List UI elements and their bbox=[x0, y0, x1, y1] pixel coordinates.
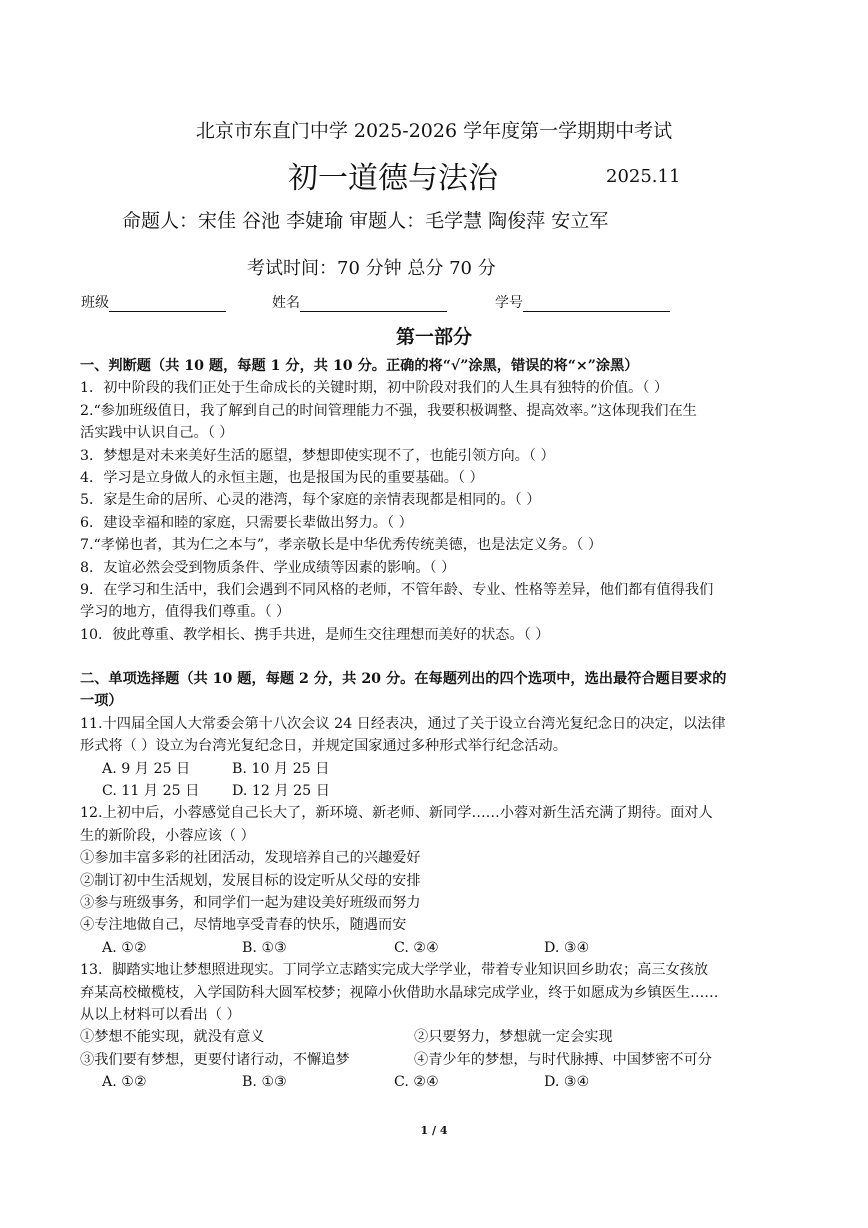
q13-line: 从以上材料可以看出（ ） bbox=[80, 1006, 241, 1023]
exam-time-info: 考试时间：70 分钟 总分 70 分 bbox=[247, 258, 496, 279]
name-field[interactable] bbox=[272, 292, 447, 312]
q11-option-b[interactable]: B. 10 月 25 日 bbox=[232, 760, 330, 777]
q11-option-c[interactable]: C. 11 月 25 日 bbox=[102, 783, 200, 800]
subject-title: 初一道德与法治 bbox=[288, 161, 498, 196]
q12-option-b[interactable]: B. ①③ bbox=[242, 939, 287, 956]
id-blank[interactable] bbox=[523, 297, 670, 312]
q12-line: 12.上初中后，小蓉感觉自己长大了，新环境、新老师、新同学……小蓉对新生活充满了期待。面对人 bbox=[80, 805, 713, 822]
q13-option-d[interactable]: D. ③④ bbox=[544, 1074, 590, 1091]
section2-heading: 二、单项选择题（共 10 题，每题 2 分，共 20 分。在每题列出的四个选项中，选出最符合题目要求的 bbox=[80, 671, 727, 688]
q13-statements-row bbox=[80, 1026, 795, 1048]
section2-heading: 一项） bbox=[80, 693, 123, 710]
id-label: 学号 bbox=[495, 295, 523, 311]
page-number: 1 / 4 bbox=[420, 1124, 448, 1137]
authors-line: 命题人：宋佳 谷池 李婕瑜 审题人：毛学慧 陶俊萍 安立军 bbox=[122, 210, 609, 232]
q13-option-c[interactable]: C. ②④ bbox=[394, 1074, 439, 1091]
q11-line: 11.十四届全国人大常委会第十八次会议 24 日经表决，通过了关于设立台湾光复纪念日的决定，以法律 bbox=[80, 715, 726, 732]
q11-option-d[interactable]: D. 12 月 25 日 bbox=[232, 783, 330, 800]
q12-option-d[interactable]: D. ③④ bbox=[544, 939, 590, 956]
name-blank[interactable] bbox=[300, 297, 447, 312]
section-gap bbox=[80, 646, 795, 668]
section1-line: 2.“参加班级值日，我了解到自己的时间管理能力不强，我要积极调整、提高效率。”这体现我们在生 bbox=[80, 402, 697, 419]
section1-line: 8．友谊必然会受到物质条件、学业成绩等因素的影响。（ ） bbox=[80, 559, 456, 576]
q13-options-row bbox=[80, 1071, 795, 1093]
section1-line: 3．梦想是对未来美好生活的愿望，梦想即使实现不了，也能引领方向。（ ） bbox=[80, 447, 555, 464]
section1-heading: 一、判断题（共 10 题，每题 1 分，共 10 分。正确的将“√”涂黑，错误的将“×”涂黑） bbox=[80, 358, 639, 374]
part-title: 第一部分 bbox=[395, 326, 472, 348]
q12-statement: ④专注地做自己，尽情地享受青春的快乐，随遇而安 bbox=[80, 917, 407, 934]
q13-statement: ③我们要有梦想，更要付诸行动，不懈追梦 bbox=[80, 1051, 350, 1068]
q13-option-a[interactable]: A. ①② bbox=[102, 1074, 147, 1091]
section1-line: 学习的地方，值得我们尊重。（ ） bbox=[80, 604, 291, 621]
q12-option-a[interactable]: A. ①② bbox=[102, 939, 147, 956]
q12-statement: ①参加丰富多彩的社团活动，发现培养自己的兴趣爱好 bbox=[80, 850, 421, 867]
q13-line: 13．脚踏实地让梦想照进现实。丁同学立志踏实完成大学学业，带着专业知识回乡助农；高三女孩放 bbox=[80, 962, 709, 979]
q13-statements-row bbox=[80, 1049, 795, 1071]
section1-line: 10．彼此尊重、教学相长、携手共进，是师生交往理想而美好的状态。（ ） bbox=[80, 626, 550, 643]
questions-content bbox=[80, 355, 795, 1094]
section1-line: 9．在学习和生活中，我们会遇到不同风格的老师，不管年龄、专业、性格等差异，他们都有值得我们 bbox=[80, 581, 714, 598]
q12-statement: ②制订初中生活规划，发展目标的设定听从父母的安排 bbox=[80, 872, 421, 889]
section1-line: 7.“孝悌也者，其为仁之本与”，孝亲敬长是中华优秀传统美德，也是法定义务。（ ） bbox=[80, 537, 603, 554]
q12-line: 生的新阶段，小蓉应该（ ） bbox=[80, 827, 255, 844]
q12-options-row bbox=[80, 937, 795, 959]
section1-line: 5．家是生命的居所、心灵的港湾，每个家庭的亲情表现都是相同的。（ ） bbox=[80, 492, 541, 509]
school-exam-title: 北京市东直门中学 2025-2026 学年度第一学期期中考试 bbox=[195, 120, 673, 142]
class-field[interactable] bbox=[81, 292, 226, 312]
q11-options-row bbox=[80, 758, 795, 780]
q12-statement: ③参与班级事务，和同学们一起为建设美好班级而努力 bbox=[80, 894, 421, 911]
q13-statement: ②只要努力，梦想就一定会实现 bbox=[414, 1029, 613, 1046]
q13-line: 弃某高校橄榄枝，入学国防科大圆军校梦；视障小伙借助水晶球完成学业，终于如愿成为乡镇医生…… bbox=[80, 984, 719, 1001]
section1-line: 1．初中阶段的我们正处于生命成长的关键时期，初中阶段对我们的人生具有独特的价值。（ ） bbox=[80, 380, 669, 397]
class-label: 班级 bbox=[81, 295, 109, 311]
section1-line: 活实践中认识自己。（ ） bbox=[80, 425, 234, 442]
q12-option-c[interactable]: C. ②④ bbox=[394, 939, 439, 956]
section1-line: 6．建设幸福和睦的家庭，只需要长辈做出努力。（ ） bbox=[80, 514, 413, 531]
name-label: 姓名 bbox=[272, 295, 300, 311]
exam-date: 2025.11 bbox=[606, 166, 681, 187]
q11-line: 形式将（ ）设立为台湾光复纪念日，并规定国家通过多种形式举行纪念活动。 bbox=[80, 738, 567, 755]
q13-option-b[interactable]: B. ①③ bbox=[242, 1074, 287, 1091]
q11-option-a[interactable]: A. 9 月 25 日 bbox=[102, 760, 191, 777]
q13-statement: ④青少年的梦想，与时代脉搏、中国梦密不可分 bbox=[414, 1051, 712, 1068]
section1-line: 4．学习是立身做人的永恒主题，也是报国为民的重要基础。（ ） bbox=[80, 469, 484, 486]
q11-options-row bbox=[80, 780, 795, 802]
q13-statement: ①梦想不能实现，就没有意义 bbox=[80, 1029, 265, 1046]
student-id-field[interactable] bbox=[495, 292, 670, 312]
class-blank[interactable] bbox=[109, 297, 226, 312]
